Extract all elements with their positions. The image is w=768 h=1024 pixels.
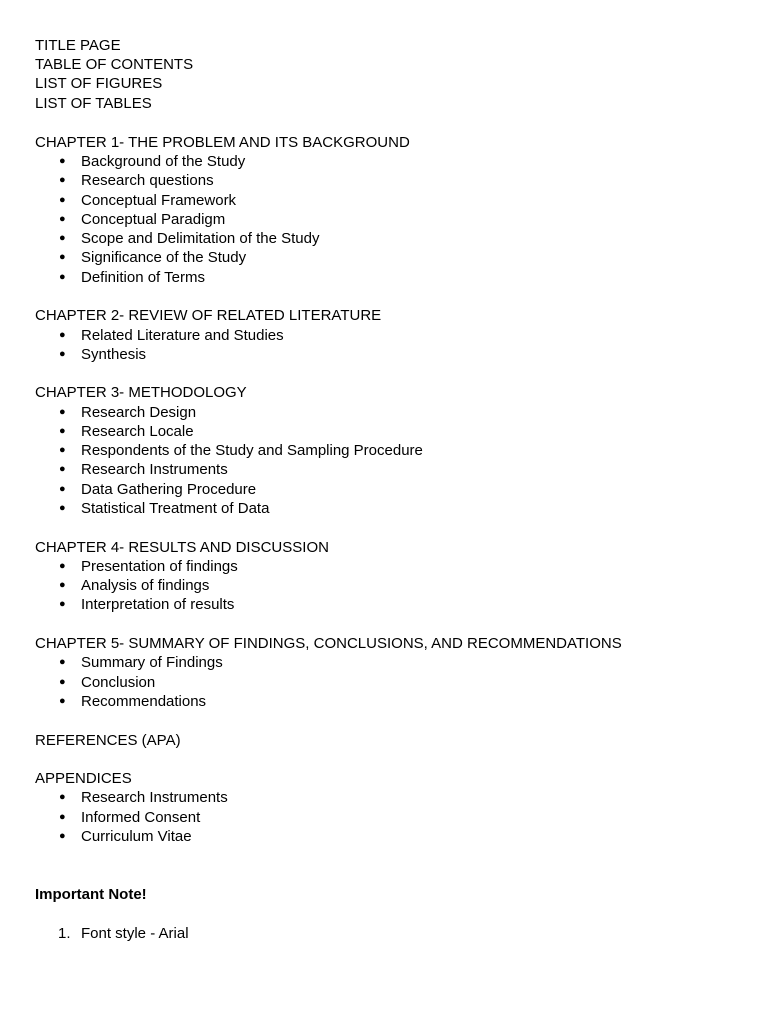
list-item: Research Locale <box>81 423 194 440</box>
list-item: Research Instruments <box>81 461 228 478</box>
note-item: Font style - Arial <box>81 925 189 942</box>
bullet-icon: ● <box>59 232 66 244</box>
chapter-1-heading: CHAPTER 1- THE PROBLEM AND ITS BACKGROUND <box>35 134 410 151</box>
list-item: Curriculum Vitae <box>81 828 192 845</box>
bullet-icon: ● <box>59 811 66 823</box>
front-matter-title-page: TITLE PAGE <box>35 37 121 54</box>
list-item: Significance of the Study <box>81 249 247 266</box>
list-item: Informed Consent <box>81 809 201 826</box>
list-item: Presentation of findings <box>81 558 238 575</box>
list-item: Research Design <box>81 404 197 421</box>
chapter-2-heading: CHAPTER 2- REVIEW OF RELATED LITERATURE <box>35 307 382 324</box>
list-item: Scope and Delimitation of the Study <box>81 230 320 247</box>
bullet-icon: ● <box>59 502 66 514</box>
references-heading: REFERENCES (APA) <box>35 732 181 749</box>
chapter-3-heading: CHAPTER 3- METHODOLOGY <box>35 384 247 401</box>
bullet-icon: ● <box>59 155 66 167</box>
bullet-icon: ● <box>59 444 66 456</box>
bullet-icon: ● <box>59 194 66 206</box>
bullet-icon: ● <box>59 425 66 437</box>
bullet-icon: ● <box>59 213 66 225</box>
front-matter-list-of-tables: LIST OF TABLES <box>35 95 152 112</box>
bullet-icon: ● <box>59 406 66 418</box>
bullet-icon: ● <box>59 483 66 495</box>
list-item: Respondents of the Study and Sampling Procedure <box>81 442 423 459</box>
bullet-icon: ● <box>59 579 66 591</box>
list-item: Conclusion <box>81 674 156 691</box>
appendices-heading: APPENDICES <box>35 770 132 787</box>
list-item: Summary of Findings <box>81 654 223 671</box>
important-note-heading: Important Note! <box>35 886 147 903</box>
bullet-icon: ● <box>59 329 66 341</box>
list-item: Analysis of findings <box>81 577 210 594</box>
bullet-icon: ● <box>59 676 66 688</box>
list-item: Research questions <box>81 172 214 189</box>
chapter-5-heading: CHAPTER 5- SUMMARY OF FINDINGS, CONCLUSIONS, AND RECOMMENDATIONS <box>35 635 622 652</box>
chapter-4-heading: CHAPTER 4- RESULTS AND DISCUSSION <box>35 539 329 556</box>
bullet-icon: ● <box>59 560 66 572</box>
list-number: 1. <box>58 925 71 942</box>
list-item: Synthesis <box>81 346 147 363</box>
bullet-icon: ● <box>59 271 66 283</box>
front-matter-list-of-figures: LIST OF FIGURES <box>35 75 163 92</box>
list-item: Related Literature and Studies <box>81 327 284 344</box>
bullet-icon: ● <box>59 598 66 610</box>
list-item: Research Instruments <box>81 789 228 806</box>
bullet-icon: ● <box>59 251 66 263</box>
bullet-icon: ● <box>59 791 66 803</box>
list-item: Recommendations <box>81 693 207 710</box>
list-item: Definition of Terms <box>81 269 205 286</box>
front-matter-toc: TABLE OF CONTENTS <box>35 56 194 73</box>
bullet-icon: ● <box>59 463 66 475</box>
list-item: Conceptual Paradigm <box>81 211 226 228</box>
bullet-icon: ● <box>59 830 66 842</box>
list-item: Background of the Study <box>81 153 246 170</box>
list-item: Conceptual Framework <box>81 192 237 209</box>
bullet-icon: ● <box>59 695 66 707</box>
list-item: Interpretation of results <box>81 596 235 613</box>
bullet-icon: ● <box>59 174 66 186</box>
bullet-icon: ● <box>59 656 66 668</box>
bullet-icon: ● <box>59 348 66 360</box>
list-item: Statistical Treatment of Data <box>81 500 270 517</box>
list-item: Data Gathering Procedure <box>81 481 257 498</box>
